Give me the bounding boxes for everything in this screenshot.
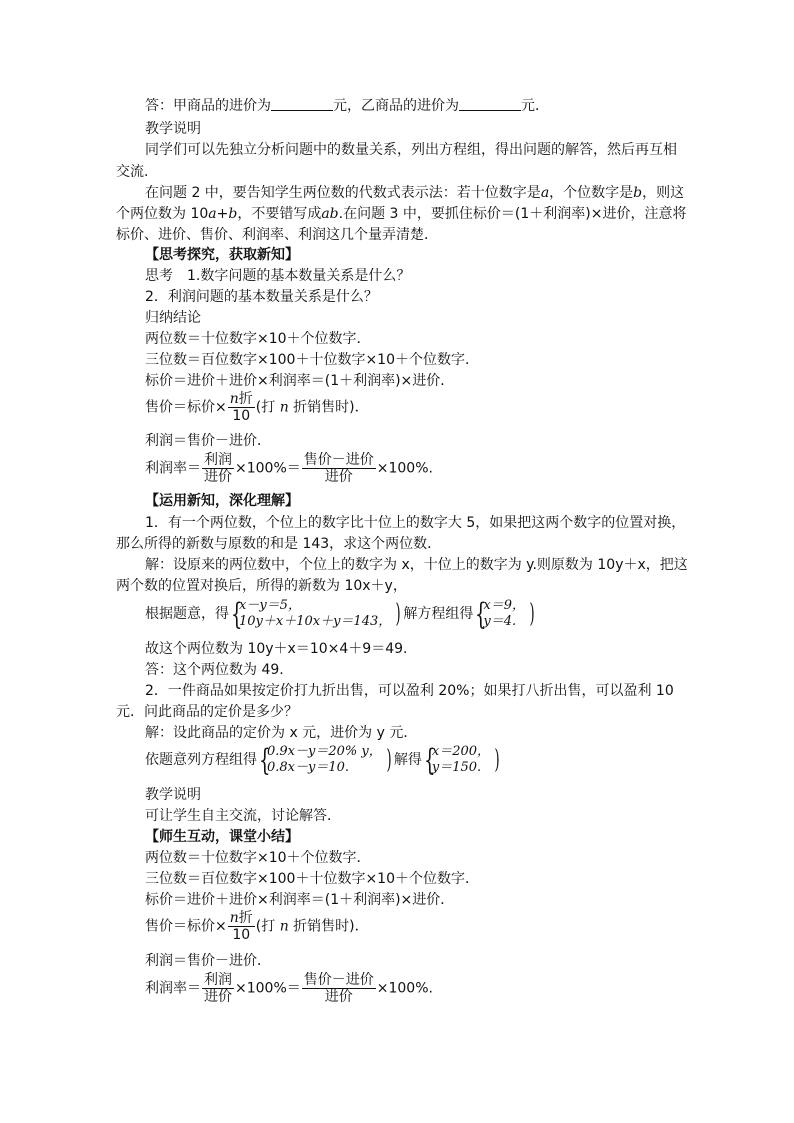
- note-text: ，不要错写成: [237, 206, 322, 222]
- note-text: 在问题 2 中，要告知学生两位数的代数式表示法：若十位数字是: [145, 185, 541, 201]
- example-1-question: 1．有一个两位数，个位上的数字比十位上的数字大 5，如果把这两个数字的位置对换，: [145, 515, 686, 531]
- formula-profit: 利润＝售价－进价．: [145, 433, 271, 449]
- formula-profit-rate: [145, 452, 433, 485]
- answer-line: [145, 97, 549, 115]
- formula-text: 折销售时)．: [288, 399, 369, 416]
- formula-text: ×100%＝: [235, 460, 301, 477]
- fraction-numerator: 折: [238, 391, 253, 407]
- var-b: b: [633, 185, 643, 201]
- formula-sale-price: [145, 910, 369, 943]
- brace-icon: {: [475, 597, 487, 632]
- fraction: [302, 452, 376, 485]
- section-think-heading: 【思考探究，获取新知】: [145, 247, 299, 263]
- formula-text: ×100%＝: [235, 980, 301, 997]
- formula-profit-rate: [145, 972, 433, 1005]
- fraction-denominator: 进价: [324, 989, 353, 1005]
- formula-text: 解得: [393, 752, 422, 768]
- formula-list-price: 标价＝进价＋进价×利润率＝(1＋利润率)×进价．: [145, 373, 455, 389]
- formula-text: ×100%.: [376, 460, 433, 477]
- equation-row: y＝4.: [483, 614, 517, 629]
- fraction-denominator: 10: [232, 408, 251, 424]
- answer-blank-1: [271, 97, 333, 111]
- paren-icon: ): [386, 745, 392, 775]
- example-2-solution: 解：设此商品的定价为 x 元，进价为 y 元．: [145, 725, 418, 741]
- var-b: b: [228, 206, 238, 222]
- teaching-note-line: 可让学生自主交流，讨论解答．: [145, 808, 341, 824]
- example-2-question: 元．问此商品的定价是多少？: [116, 704, 298, 720]
- formula-text: 根据题意，得: [145, 606, 229, 622]
- example-1-solution: 两个数的位置对换后，所得的新数为 10x＋y，: [116, 578, 407, 594]
- teaching-note-heading: 教学说明: [145, 787, 201, 803]
- formula-text: (打: [255, 918, 280, 935]
- answer-text-2: 元，乙商品的进价为: [333, 98, 459, 114]
- equation-row: x＝200，: [431, 744, 491, 759]
- paren-icon: ): [529, 599, 535, 629]
- formula-text: 解方程组得: [403, 606, 474, 622]
- equation-system: [259, 744, 382, 776]
- example-1-answer: 答：这个两位数为 49.: [145, 662, 284, 678]
- note-text: 个两位数为 10: [116, 206, 209, 222]
- answer-blank-2: [459, 97, 521, 111]
- fraction-numerator: 利润: [204, 972, 232, 988]
- fraction-numerator: 售价－进价: [303, 452, 374, 468]
- formula-text: 售价＝标价×: [145, 918, 227, 935]
- fraction-numerator: 折: [238, 910, 253, 926]
- note-text: +: [216, 206, 229, 222]
- paren-icon: ): [494, 745, 500, 775]
- formula-text: ×100%.: [376, 980, 433, 997]
- formula-two-digit: 两位数＝十位数字×10＋个位数字．: [145, 331, 371, 347]
- section-apply-heading: 【运用新知，深化理解】: [145, 493, 299, 509]
- think-question-1: 思考 1.数字问题的基本数量关系是什么？: [145, 268, 411, 284]
- fraction: [202, 452, 234, 485]
- formula-three-digit: 三位数＝百位数字×100＋十位数字×10＋个位数字．: [145, 871, 479, 887]
- var-a: a: [208, 206, 217, 222]
- fraction-denominator: 进价: [204, 989, 232, 1005]
- paren-icon: ): [395, 599, 401, 629]
- section-summary-heading: 【师生互动，课堂小结】: [145, 829, 299, 845]
- var-n: n: [279, 399, 289, 416]
- equation-row: 0.8x－y＝10.: [267, 760, 350, 775]
- formula-three-digit: 三位数＝百位数字×100＋十位数字×10＋个位数字．: [145, 352, 479, 368]
- formula-text: 利润率＝: [145, 980, 201, 997]
- formula-sale-price: [145, 391, 369, 424]
- formula-text: 折销售时)．: [288, 918, 369, 935]
- fraction: [202, 972, 234, 1005]
- example-1-solution: 解：设原来的两位数中，个位上的数字为 x，十位上的数字为 y.则原数为 10y＋x，把这: [145, 557, 688, 573]
- var-n: n: [229, 391, 239, 407]
- brace-icon: {: [231, 597, 243, 632]
- equation-row: x＝9，: [483, 598, 526, 613]
- note-text: ，个位数字是: [549, 185, 634, 201]
- var-n: n: [229, 910, 239, 926]
- solution-system: [475, 598, 525, 630]
- formula-text: 售价＝标价×: [145, 399, 227, 416]
- fraction-denominator: 10: [232, 927, 251, 943]
- teaching-note-heading: 教学说明: [145, 121, 201, 137]
- example-1-result: 故这个两位数为 10y＋x＝10×4＋9＝49.: [145, 641, 408, 657]
- problem-note-line-1: [145, 184, 684, 202]
- fraction: [302, 972, 376, 1005]
- formula-list-price: 标价＝进价＋进价×利润率＝(1＋利润率)×进价．: [145, 892, 455, 908]
- think-question-2: 2．利润问题的基本数量关系是什么？: [145, 289, 378, 305]
- note-text: .在问题 3 中，要抓住标价＝(1＋利润率)×进价，注意将: [338, 206, 687, 222]
- problem-note-line-3: 标价、进价、售价、利润率、利润这几个量弄清楚．: [116, 227, 438, 243]
- fraction-denominator: 进价: [324, 469, 353, 485]
- fraction-numerator: 售价－进价: [303, 972, 374, 988]
- var-ab: ab: [321, 206, 339, 222]
- fraction-denominator: 进价: [204, 469, 232, 485]
- teaching-note-line: 同学们可以先独立分析问题中的数量关系，列出方程组，得出问题的解答，然后再互相: [145, 142, 677, 158]
- note-text: ，则这: [642, 185, 685, 201]
- example-2-equation-system: [145, 744, 502, 776]
- formula-text: (打: [255, 399, 280, 416]
- equation-system: [231, 598, 391, 630]
- brace-icon: {: [259, 743, 271, 778]
- summary-heading: 归纳结论: [145, 310, 201, 326]
- var-a: a: [540, 185, 550, 201]
- solution-system: [424, 744, 490, 776]
- example-2-question: 2．一件商品如果按定价打九折出售，可以盈利 20%；如果打八折出售，可以盈利 10: [145, 683, 674, 699]
- equation-row: 0.9x－y＝20% y，: [267, 744, 382, 759]
- answer-text-1: 答：甲商品的进价为: [145, 98, 271, 114]
- fraction: [228, 391, 255, 424]
- formula-profit: 利润＝售价－进价．: [145, 953, 271, 969]
- teaching-note-line: 交流.: [116, 164, 149, 180]
- formula-two-digit: 两位数＝十位数字×10＋个位数字．: [145, 850, 371, 866]
- example-1-question: 那么所得的新数与原数的和是 143，求这个两位数．: [116, 536, 442, 552]
- brace-icon: {: [423, 743, 436, 778]
- formula-text: 依题意列方程组得: [145, 752, 257, 768]
- fraction-numerator: 利润: [204, 452, 232, 468]
- problem-note-line-2: [116, 205, 686, 223]
- answer-text-3: 元．: [521, 98, 549, 114]
- fraction: [228, 910, 255, 943]
- example-1-equation-system: [145, 598, 537, 630]
- equation-row: x－y＝5，: [239, 598, 301, 613]
- var-n: n: [279, 918, 289, 935]
- equation-row: y＝150.: [431, 760, 482, 775]
- equation-row: 10y＋x＋10x＋y＝143，: [239, 614, 392, 629]
- formula-text: 利润率＝: [145, 460, 201, 477]
